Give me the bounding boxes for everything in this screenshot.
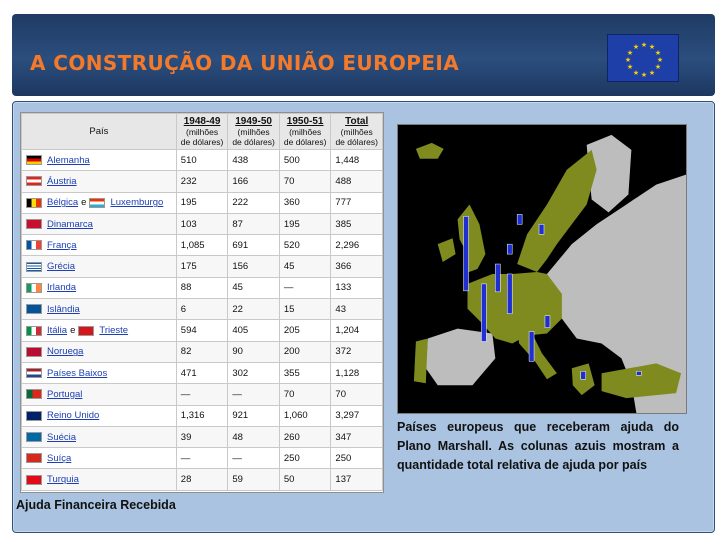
- table-row: Noruega 82 90 200 372: [22, 341, 383, 362]
- bar-sweden: [539, 224, 544, 234]
- table-row: Suíça — — 250 250: [22, 448, 383, 469]
- country-link[interactable]: Islândia: [47, 303, 80, 315]
- portugal-flag-icon: [26, 389, 42, 399]
- sweden-flag-icon: [26, 432, 42, 442]
- svg-text:★: ★: [626, 63, 634, 71]
- country-link[interactable]: Noruega: [47, 346, 84, 358]
- page-title: A CONSTRUÇÃO DA UNIÃO EUROPEIA: [30, 51, 460, 75]
- country-link[interactable]: Turquia: [47, 474, 79, 486]
- svg-text:★: ★: [632, 43, 640, 51]
- uk-flag-icon: [26, 411, 42, 421]
- svg-text:★: ★: [654, 49, 662, 57]
- table-row: Irlanda 88 45 — 133: [22, 277, 383, 298]
- belgium-flag-icon: [26, 198, 42, 208]
- header-1948-49: 1948-49 (milhões de dólares): [176, 114, 228, 150]
- country-link[interactable]: Suécia: [47, 431, 77, 443]
- table-row: Áustria 232 166 70 488: [22, 171, 383, 192]
- europe-map: [397, 124, 687, 414]
- table-row: Suécia 39 48 260 347: [22, 426, 383, 447]
- map-caption: Países europeus que receberam ajuda do Plano Marshall. As colunas azuis mostram a quantidade total relativa de ajuda por país: [397, 420, 679, 472]
- country-link[interactable]: Bélgica: [47, 197, 79, 209]
- bar-germany: [507, 274, 512, 314]
- table-row: Dinamarca 103 87 195 385: [22, 213, 383, 234]
- bar-france: [481, 284, 486, 342]
- country-link[interactable]: Grécia: [47, 261, 75, 273]
- country-link[interactable]: Dinamarca: [47, 218, 93, 230]
- aid-table: [20, 112, 384, 493]
- country-link[interactable]: Irlanda: [47, 282, 77, 294]
- country-link[interactable]: Trieste: [99, 325, 129, 337]
- table-row: Itália e Trieste 594 405 205 1,204: [22, 320, 383, 341]
- table-caption: Ajuda Financeira Recebida: [16, 498, 176, 512]
- bar-greece: [581, 371, 586, 379]
- country-link[interactable]: Suíça: [47, 452, 72, 464]
- table-row: Islândia 6 22 15 43: [22, 299, 383, 320]
- svg-text:★: ★: [648, 43, 656, 51]
- header-1949-50: 1949-50 (milhões de dólares): [228, 114, 280, 150]
- bar-norway: [517, 214, 522, 224]
- bar-turkey: [636, 371, 641, 375]
- header-1950-51: 1950-51 (milhões de dólares): [279, 114, 331, 150]
- bar-denmark: [507, 244, 512, 254]
- header-country: País: [22, 114, 177, 150]
- iceland-flag-icon: [26, 304, 42, 314]
- france-flag-icon: [26, 240, 42, 250]
- country-link[interactable]: Portugal: [47, 388, 83, 400]
- table-row: Países Baixos 471 302 355 1,128: [22, 362, 383, 383]
- country-link[interactable]: Reino Unido: [47, 410, 100, 422]
- country-link[interactable]: Luxemburgo: [110, 197, 164, 209]
- svg-text:★: ★: [654, 63, 662, 71]
- trieste-flag-icon: [78, 326, 94, 336]
- eu-flag-icon: [607, 34, 679, 82]
- table-row: Alemanha 510 438 500 1,448: [22, 150, 383, 171]
- europe-map-svg: [398, 125, 686, 413]
- country-link[interactable]: França: [47, 239, 77, 251]
- turkey-flag-icon: [26, 475, 42, 485]
- map-portugal: [414, 339, 428, 384]
- table-header-row: [22, 114, 383, 150]
- country-link[interactable]: Áustria: [47, 175, 77, 187]
- svg-text:★: ★: [640, 41, 648, 49]
- table-row: Reino Unido 1,316 921 1,060 3,297: [22, 405, 383, 426]
- svg-text:★: ★: [648, 69, 656, 77]
- table-row: Bélgica e Luxemburgo 195 222 360 777: [22, 192, 383, 213]
- switzerland-flag-icon: [26, 453, 42, 463]
- svg-text:★: ★: [624, 56, 632, 64]
- svg-text:★: ★: [656, 56, 664, 64]
- netherlands-flag-icon: [26, 368, 42, 378]
- bar-austria: [545, 316, 550, 328]
- svg-text:★: ★: [632, 69, 640, 77]
- country-link[interactable]: Países Baixos: [47, 367, 108, 379]
- header-total: Total (milhões de dólares): [331, 114, 383, 150]
- table-row: Grécia 175 156 45 366: [22, 256, 383, 277]
- austria-flag-icon: [26, 176, 42, 186]
- italy-flag-icon: [26, 326, 42, 336]
- country-link[interactable]: Alemanha: [47, 154, 90, 166]
- germany-flag-icon: [26, 155, 42, 165]
- table-row: França 1,085 691 520 2,296: [22, 235, 383, 256]
- denmark-flag-icon: [26, 219, 42, 229]
- luxembourg-flag-icon: [89, 198, 105, 208]
- table-row: Turquia 28 59 50 137: [22, 469, 383, 490]
- country-link[interactable]: Itália: [47, 325, 68, 337]
- bar-italy: [529, 332, 534, 362]
- svg-text:★: ★: [640, 71, 648, 79]
- bar-uk: [464, 216, 469, 290]
- ireland-flag-icon: [26, 283, 42, 293]
- svg-text:★: ★: [626, 49, 634, 57]
- norway-flag-icon: [26, 347, 42, 357]
- bar-netherlands: [495, 264, 500, 292]
- eu-flag-stars: [608, 35, 680, 83]
- greece-flag-icon: [26, 262, 42, 272]
- table-row: Portugal — — 70 70: [22, 384, 383, 405]
